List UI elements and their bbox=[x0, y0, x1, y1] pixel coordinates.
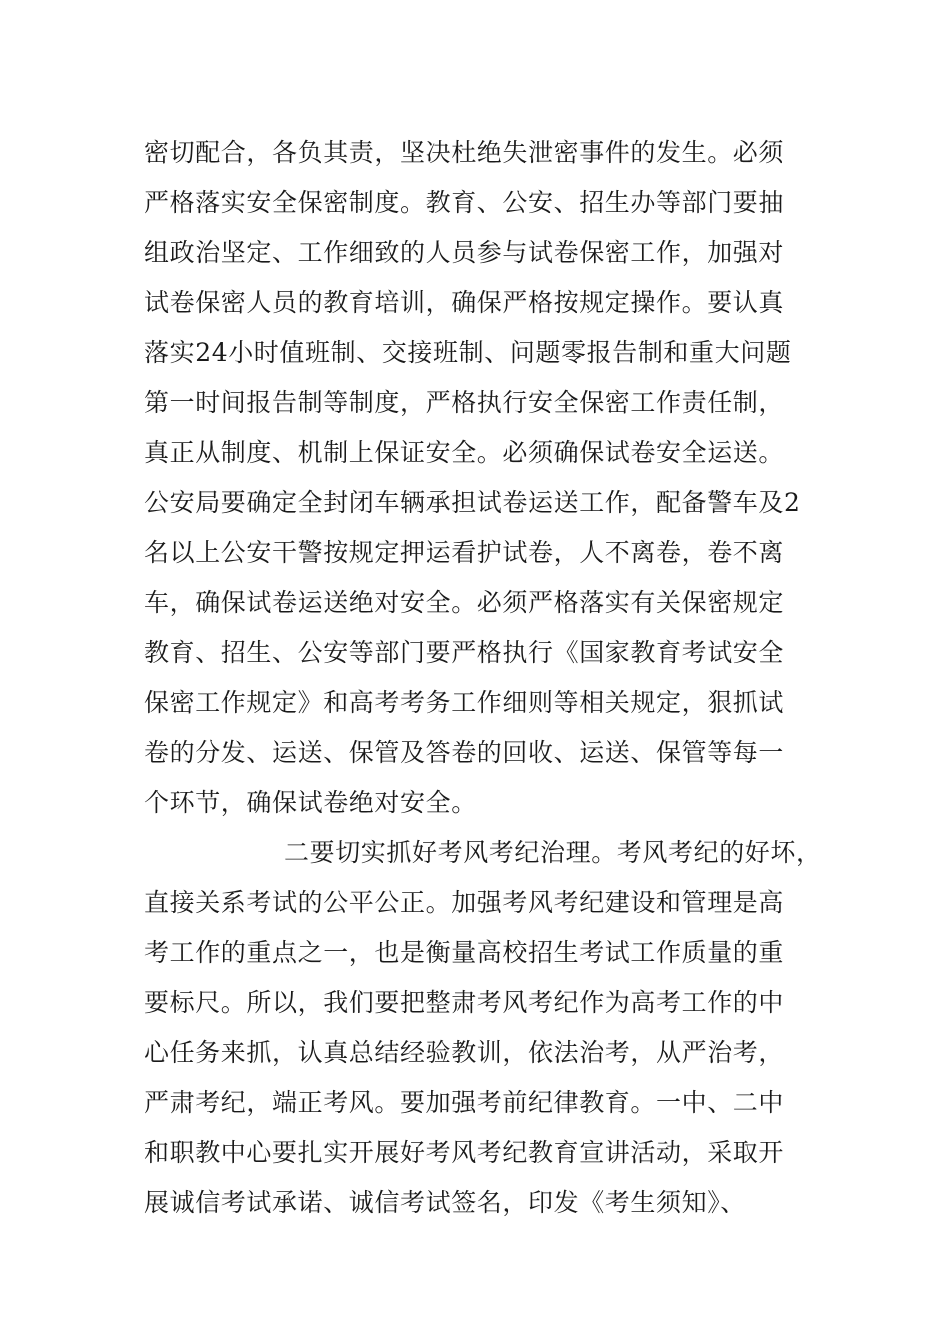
text-line-20: 严肃考纪，端正考风。要加强考前纪律教育。一中、二中 bbox=[144, 1088, 785, 1117]
text-line-17: 考工作的重点之一，也是衡量高校招生考试工作质量的重 bbox=[144, 938, 785, 967]
text-line-5: 落实24小时值班制、交接班制、问题零报告制和重大问题 bbox=[144, 338, 792, 367]
text-line-11: 教育、招生、公安等部门要严格执行《国家教育考试安全 bbox=[144, 638, 785, 667]
text-line-9: 名以上公安干警按规定押运看护试卷，人不离卷，卷不离 bbox=[144, 538, 785, 567]
text-line-16: 直接关系考试的公平公正。加强考风考纪建设和管理是高 bbox=[144, 888, 785, 917]
text-line-19: 心任务来抓，认真总结经验教训，依法治考，从严治考， bbox=[144, 1038, 785, 1067]
text-line-22: 展诚信考试承诺、诚信考试签名，印发《考生须知》、 bbox=[144, 1188, 746, 1217]
text-line-12: 保密工作规定》和高考考务工作细则等相关规定，狠抓试 bbox=[144, 688, 785, 717]
paragraph-start-line: 二要切实抓好考风考纪治理。考风考纪的好坏， bbox=[284, 838, 822, 867]
text-line-4: 试卷保密人员的教育培训，确保严格按规定操作。要认真 bbox=[144, 288, 785, 317]
text-line-21: 和职教中心要扎实开展好考风考纪教育宣讲活动，采取开 bbox=[144, 1138, 785, 1167]
text-line-18: 要标尺。所以，我们要把整肃考风考纪作为高考工作的中 bbox=[144, 988, 785, 1017]
text-line-3: 组政治坚定、工作细致的人员参与试卷保密工作，加强对 bbox=[144, 238, 785, 267]
text-line-10: 车，确保试卷运送绝对安全。必须严格落实有关保密规定 bbox=[144, 588, 785, 617]
text-line-8: 公安局要确定全封闭车辆承担试卷运送工作，配备警车及2 bbox=[144, 488, 801, 517]
text-line-14: 个环节，确保试卷绝对安全。 bbox=[144, 788, 477, 817]
text-line-7: 真正从制度、机制上保证安全。必须确保试卷安全运送。 bbox=[144, 438, 785, 467]
text-line-1: 密切配合，各负其责，坚决杜绝失泄密事件的发生。必须 bbox=[144, 138, 785, 167]
text-line-2: 严格落实安全保密制度。教育、公安、招生办等部门要抽 bbox=[144, 188, 785, 217]
text-line-13: 卷的分发、运送、保管及答卷的回收、运送、保管等每一 bbox=[144, 738, 785, 767]
text-line-6: 第一时间报告制等制度，严格执行安全保密工作责任制， bbox=[144, 388, 785, 417]
